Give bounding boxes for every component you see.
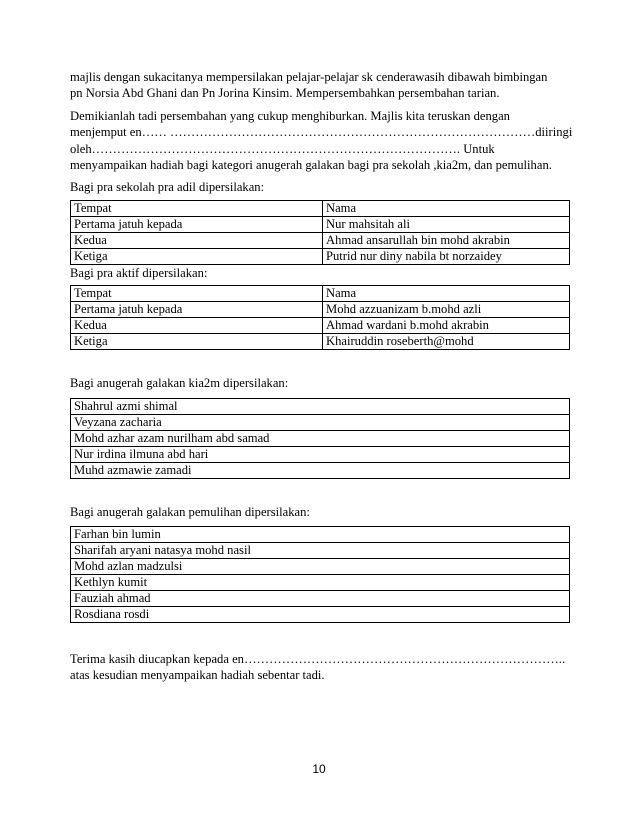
table-row — [71, 200, 570, 216]
table-row — [71, 430, 570, 446]
table-row — [71, 414, 570, 430]
table-row — [71, 575, 570, 591]
table-cell: Shahrul azmi shimal — [71, 398, 570, 414]
table-row — [71, 527, 570, 543]
table-cell: Pertama jatuh kepada — [71, 216, 323, 232]
table-cell: Fauziah ahmad — [71, 591, 570, 607]
table-cell: Nur mahsitah ali — [323, 216, 570, 232]
table-cell: Mohd azhar azam nurilham abd samad — [71, 430, 570, 446]
pra-aktif-table — [70, 285, 570, 350]
table-cell: Kedua — [71, 318, 323, 334]
pemulihan-table — [70, 526, 570, 623]
table-cell: Veyzana zacharia — [71, 414, 570, 430]
table-cell: Ahmad wardani b.mohd akrabin — [323, 318, 570, 334]
table-header-cell: Nama — [323, 200, 570, 216]
table-cell: Mohd azzuanizam b.mohd azli — [323, 302, 570, 318]
paragraph-line: majlis dengan sukacitanya mempersilakan pelajar-pelajar sk cenderawasih dibawah bimbingan — [70, 70, 548, 84]
table-cell: Farhan bin lumin — [71, 527, 570, 543]
table-cell: Sharifah aryani natasya mohd nasil — [71, 543, 570, 559]
table-row — [71, 462, 570, 478]
closing-line: atas kesudian menyampaikan hadiah sebentar tadi. — [70, 668, 325, 683]
table-cell: Putrid nur diny nabila bt norzaidey — [323, 248, 570, 264]
table-row — [71, 446, 570, 462]
section-intro-kia2m: Bagi anugerah galakan kia2m dipersilakan: — [70, 376, 289, 391]
table-cell: Ketiga — [71, 248, 323, 264]
closing-line: Terima kasih diucapkan kepada en………………………………………………………………….. — [70, 652, 566, 667]
table-cell: Pertama jatuh kepada — [71, 302, 323, 318]
table-cell: Kedua — [71, 232, 323, 248]
paragraph-line: menyampaikan hadiah bagi kategori anugerah galakan bagi pra sekolah ,kia2m, dan pemulihan. — [70, 158, 552, 173]
table-row — [71, 591, 570, 607]
table-cell: Rosdiana rosdi — [71, 607, 570, 623]
table-cell: Nur irdina ilmuna abd hari — [71, 446, 570, 462]
section-intro-pra-aktif: Bagi pra aktif dipersilakan: — [70, 265, 208, 280]
table-row — [71, 302, 570, 318]
table-row — [71, 559, 570, 575]
table-header-cell: Tempat — [71, 200, 323, 216]
table-row — [71, 286, 570, 302]
paragraph-line: pn Norsia Abd Ghani dan Pn Jorina Kinsim. Mempersembahkan persembahan tarian. — [70, 86, 500, 101]
table-row — [71, 248, 570, 264]
table-cell: Ahmad ansarullah bin mohd akrabin — [323, 232, 570, 248]
pra-adil-table — [70, 200, 570, 265]
paragraph-line: menjemput en…… ……………………………………………………………………………diiringi — [70, 125, 573, 140]
section-intro-pra-adil: Bagi pra sekolah pra adil dipersilakan: — [70, 180, 265, 195]
paragraph-line: Demikianlah tadi persembahan yang cukup menghiburkan. Majlis kita teruskan dengan — [70, 108, 510, 123]
table-row — [71, 216, 570, 232]
table-cell: Khairuddin roseberth@mohd — [323, 334, 570, 350]
kia2m-table — [70, 398, 570, 479]
paragraph-line: oleh……………………………………………………………………………. Untuk — [70, 141, 495, 156]
section-intro-pemulihan: Bagi anugerah galakan pemulihan dipersilakan: — [70, 504, 310, 519]
page-number: 10 — [312, 762, 326, 776]
table-row — [71, 398, 570, 414]
table-header-cell: Nama — [323, 286, 570, 302]
table-row — [71, 318, 570, 334]
table-cell: Kethlyn kumit — [71, 575, 570, 591]
table-row — [71, 543, 570, 559]
table-header-cell: Tempat — [71, 286, 323, 302]
table-row — [71, 232, 570, 248]
table-cell: Mohd azlan madzulsi — [71, 559, 570, 575]
table-cell: Ketiga — [71, 334, 323, 350]
table-row — [71, 334, 570, 350]
page-content — [70, 69, 573, 684]
table-row — [71, 607, 570, 623]
table-cell: Muhd azmawie zamadi — [71, 462, 570, 478]
